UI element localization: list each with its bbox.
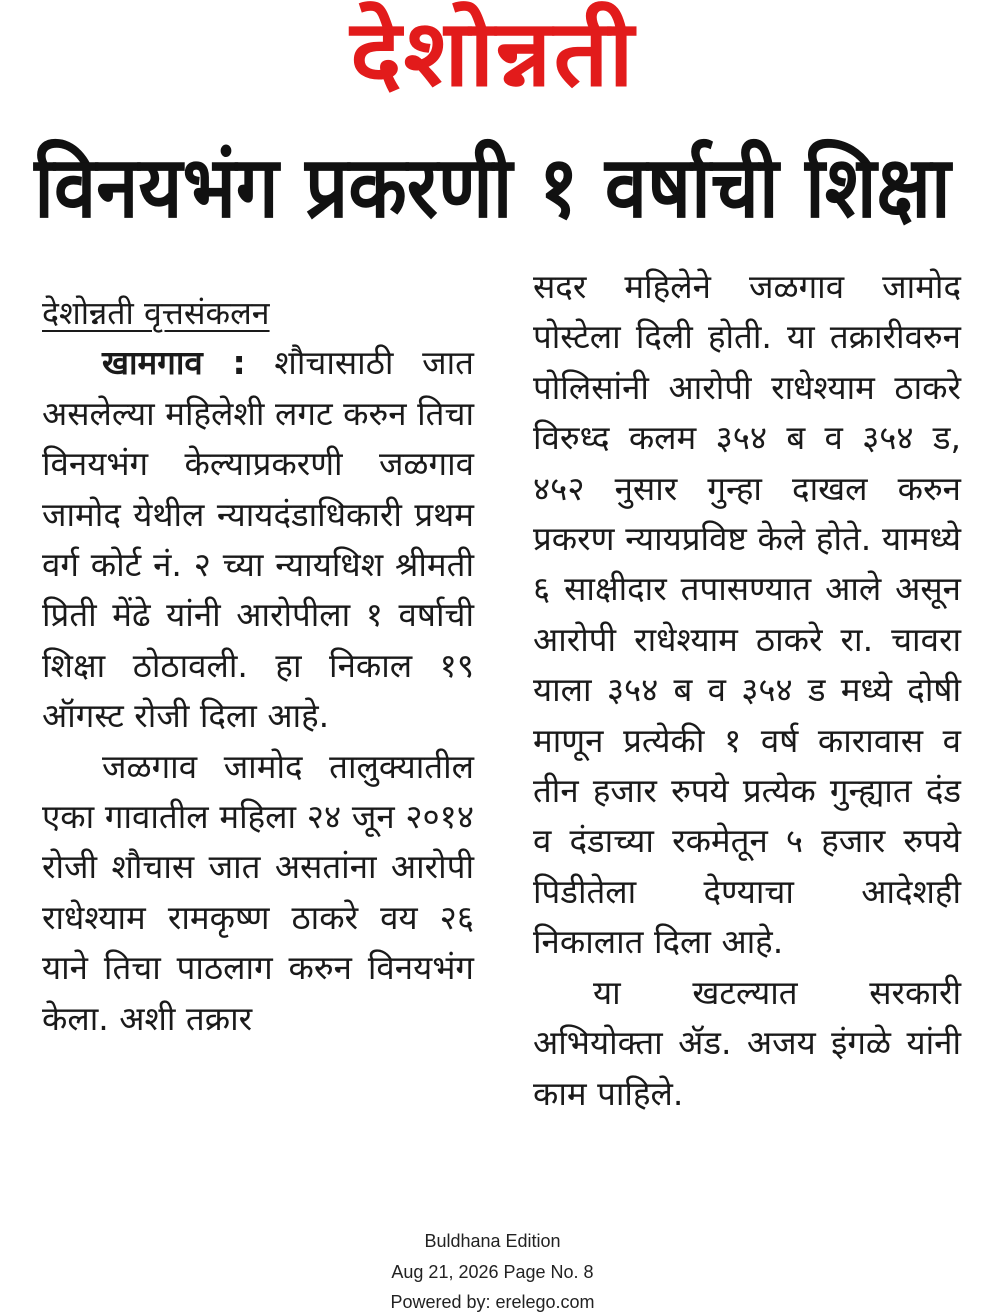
newspaper-logo: देशोन्नती <box>349 0 636 107</box>
article-paragraph: सदर महिलेने जळगाव जामोद पोस्टेला दिली होती. या तक्रारीवरुन पोलिसांनी आरोपी राधेश्याम ठाकरे विरुध्द कलम ३५४ ब व ३५४ ड, ४५२ नुसार गुन्हा दाखल करुन प्रकरण न्यायप्रविष्ट केले होते. यामध्ये ६ साक्षीदार तपासण्यात आले असून आरोपी राधेश्याम ठाकरे रा. चावरा याला ३५४ ब व ३५४ ड मध्ये दोषी माणून प्रत्येकी १ वर्ष कारावास व तीन हजार रुपये प्रत्येक गुन्ह्यात दंड व दंडाच्या रकमेतून ५ हजार रुपये पिडीतेला देण्याचा आदेशही निकालात दिला आहे. <box>533 267 961 962</box>
article-column-right <box>533 262 961 1119</box>
article-headline: विनयभंग प्रकरणी १ वर्षाची शिक्षा <box>34 136 951 237</box>
masthead <box>0 2 985 112</box>
article-column-left <box>42 262 474 1044</box>
article-paragraph-text: शौचासाठी जात असलेल्या महिलेशी लगट करुन तिचा विनयभंग केल्याप्रकरणी जळगाव जामोद येथील न्यायदंडाधिकारी प्रथम वर्ग कोर्ट नं. २ च्या न्यायधिश श्रीमती प्रिती मेंढे यांनी आरोपीला १ वर्षाची शिक्षा ठोठावली. हा निकाल १९ ऑगस्ट रोजी दिला आहे. <box>42 343 474 736</box>
article-byline: देशोन्नती वृत्तसंकलन <box>42 294 270 332</box>
article-dateline: खामगाव : <box>102 343 246 383</box>
footer-date-page: Aug 21, 2026 Page No. 8 <box>391 1262 594 1282</box>
article-paragraph: जळगाव जामोद तालुक्यातील एका गावातील महिला २४ जून २०१४ रोजी शौचास जात असतांना आरोपी राधेश्याम रामकृष्ण ठाकरे वय २६ याने तिचा पाठलाग करुन विनयभंग केला. अशी तक्रार <box>42 746 474 1038</box>
footer-powered-by: Powered by: erelego.com <box>390 1292 595 1312</box>
article-paragraph <box>42 338 474 741</box>
footer-edition: Buldhana Edition <box>424 1231 561 1251</box>
article-paragraph: या खटल्यात सरकारी अभियोक्ता ॲड. अजय इंगळे यांनी काम पाहिले. <box>533 972 961 1113</box>
